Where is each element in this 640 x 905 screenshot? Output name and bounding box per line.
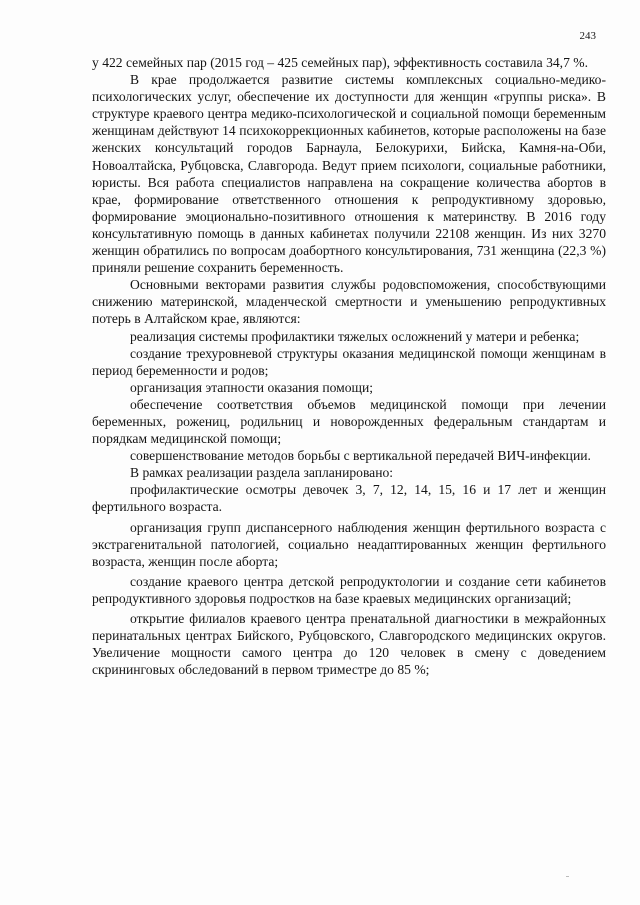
- list-item-prevention: реализация системы профилактики тяжелых осложнений у матери и ребенка;: [130, 328, 580, 344]
- scan-speck: [566, 876, 569, 877]
- paragraph-support-system: В крае продолжается развитие системы комплексных социально-медико-психологических услуг, обеспечение их доступности для женщин «группы риска». В структуре краевого центра медико-психологической и социальной помощи беременным женщинам действуют 14 психокоррекционных кабинетов, которые расположены на базе женских консультаций городов Барнаула, Белокурихи, Бийска, Камня-на-Оби, Новоалтайска, Рубцовска, Славгорода. Ведут прием психологи, социальные работники, юристы. Вся работа специалистов направлена на сокращение количества абортов в крае, формирование ответственного отношения к репродуктивному здоровью, формирование эмоционально-позитивного отношения к материнству. В 2016 году консультативную помощь в данных кабинетах получили 22108 женщин. Из них 3270 женщин обратились по вопросам доабортного консультирования, 731 женщина (22,3 %) приняли решение сохранить беременность.: [92, 72, 606, 276]
- list-item-prenatal-branches: открытие филиалов краевого центра пренатальной диагностики в межрайонных перинатальных центрах Бийского, Рубцовского, Славгородского медицинских округов. Увеличение мощности самого центра до 120 человек в смену с доведением скрининговых обследований в первом триместре до 85 %;: [92, 611, 606, 678]
- body-text: [92, 54, 606, 678]
- paragraph-main-vectors: Основными векторами развития службы родовспоможения, способствующими снижению материнской, младенческой смертности и уменьшению репродуктивных потерь в Алтайском крае, являются:: [92, 277, 606, 327]
- list-item-staging: организация этапности оказания помощи;: [130, 379, 374, 395]
- list-item-standards-compliance: обеспечение соответствия объемов медицинской помощи при лечении беременных, рожениц, родильниц и новорожденных федеральным стандартам и порядкам медицинской помощи;: [92, 396, 606, 447]
- list-item-preventive-exams: профилактические осмотры девочек 3, 7, 12, 14, 15, 16 и 17 лет и женщин фертильного возраста.: [92, 482, 606, 515]
- page-number: 243: [579, 30, 596, 42]
- list-item-three-level-structure: создание трехуровневой структуры оказания медицинской помощи женщинам в период беременности и родов;: [92, 345, 606, 378]
- list-item-hiv-transmission: совершенствование методов борьбы с вертикальной передачей ВИЧ-инфекции.: [130, 448, 591, 464]
- paragraph-planned-intro: В рамках реализации раздела запланировано:: [130, 465, 394, 481]
- list-item-reproductology-center: создание краевого центра детской репродуктологии и создание сети кабинетов репродуктивного здоровья подростков на базе краевых медицинских организаций;: [92, 573, 606, 606]
- paragraph-continuation: у 422 семейных пар (2015 год – 425 семейных пар), эффективность составила 34,7 %.: [92, 55, 588, 70]
- list-item-dispensary-groups: организация групп диспансерного наблюдения женщин фертильного возраста с экстрагенитальной патологией, социально неадаптированных женщин фертильного возраста, женщин после аборта;: [92, 519, 606, 569]
